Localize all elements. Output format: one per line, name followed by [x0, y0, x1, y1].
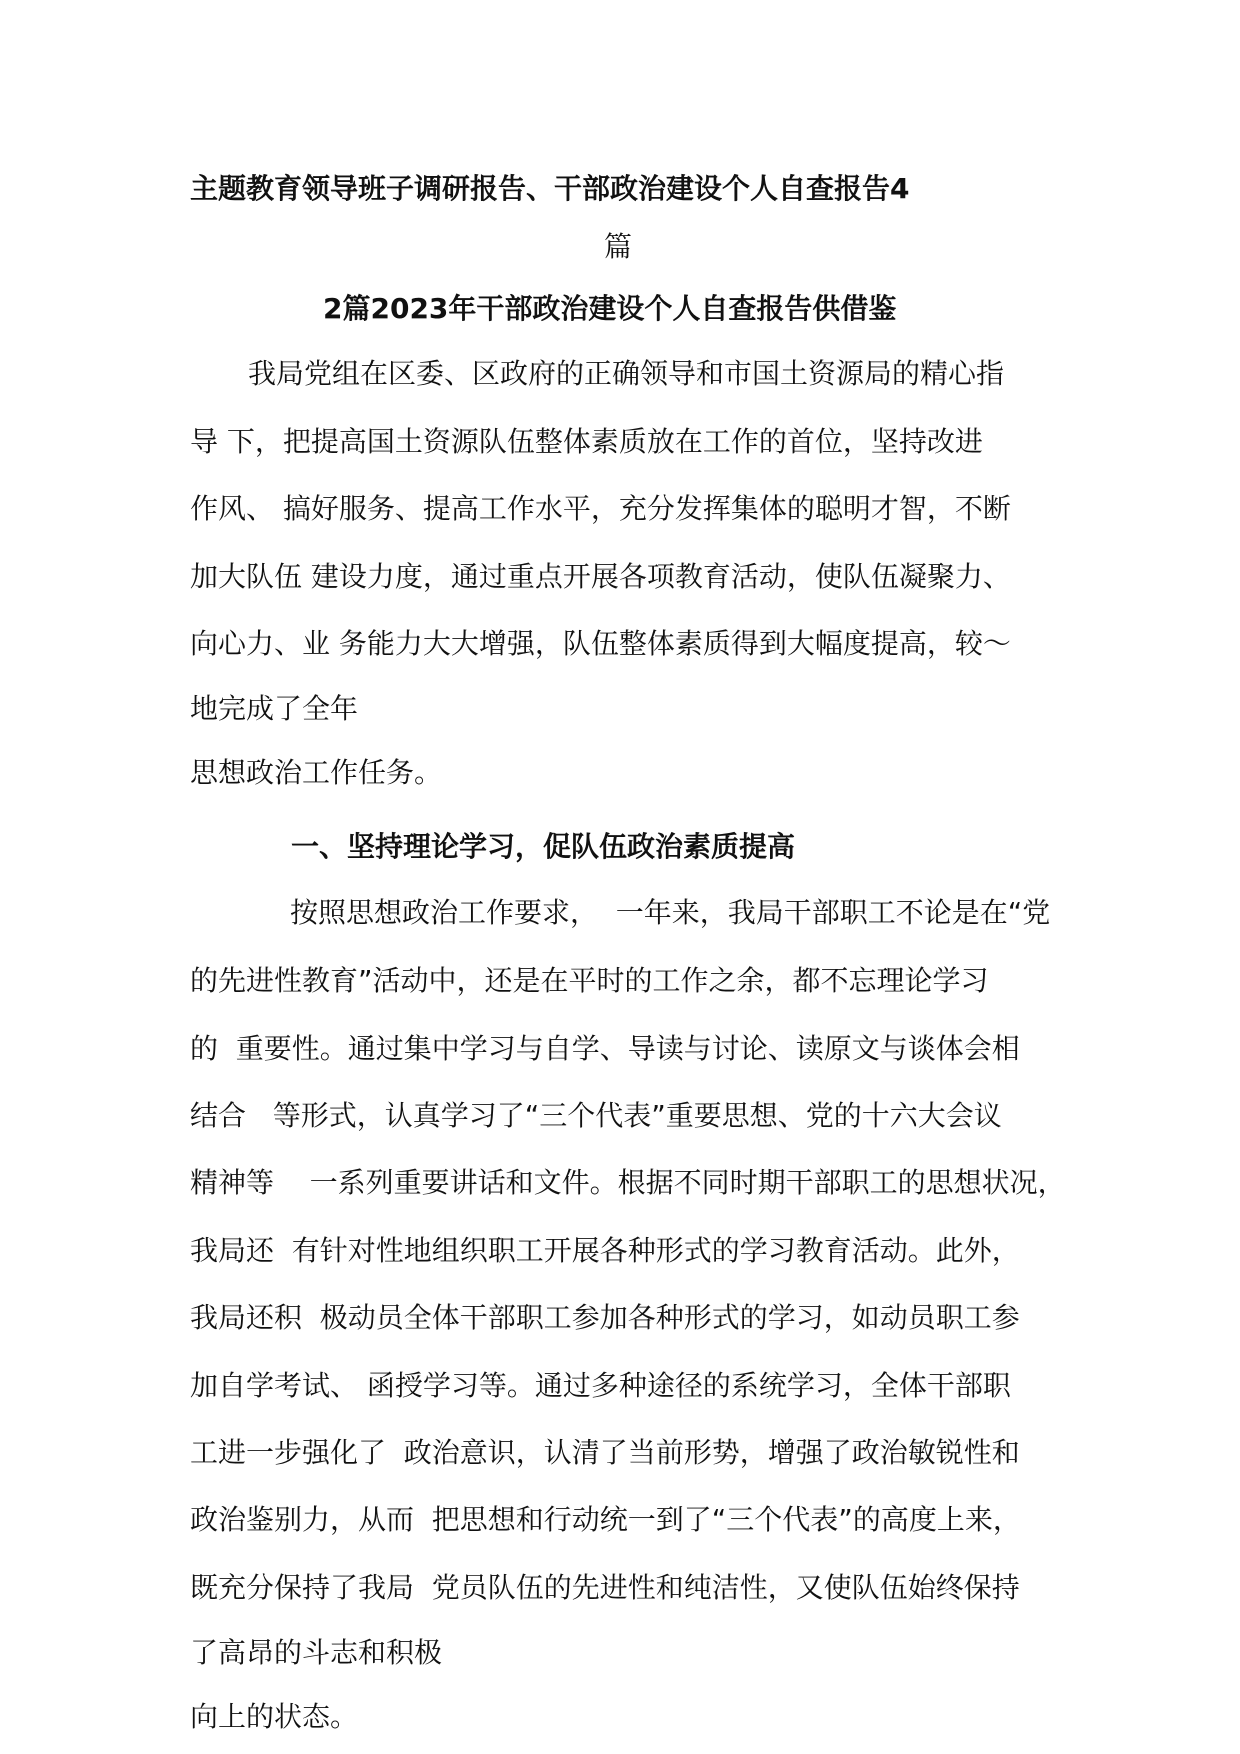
paragraph-line: 的 重要性。通过集中学习与自学、导读与讨论、读原文与谈体会相: [190, 1032, 1020, 1065]
paragraph-line: 加大队伍 建设力度，通过重点开展各项教育活动，使队伍凝聚力、: [190, 560, 1011, 593]
paragraph-line: 精神等 一系列重要讲话和文件。根据不同时期干部职工的思想状况，: [190, 1166, 1066, 1199]
paragraph-line: 向心力、业 务能力大大增强，队伍整体素质得到大幅度提高，较～: [190, 627, 1011, 660]
document-title: 主题教育领导班子调研报告、干部政治建设个人自查报告4: [190, 172, 910, 205]
paragraph-line: 思想政治工作任务。: [190, 756, 443, 789]
paragraph-line: 加自学考试、 函授学习等。通过多种途径的系统学习，全体干部职: [190, 1369, 1011, 1402]
paragraph-line: 既充分保持了我局 党员队伍的先进性和纯洁性，又使队伍始终保持: [190, 1571, 1020, 1604]
paragraph-line: 结合 等形式，认真学习了“三个代表”重要思想、党的十六大会议: [190, 1099, 1002, 1132]
paragraph-line: 政治鉴别力，从而 把思想和行动统一到了“三个代表”的高度上来，: [190, 1503, 1021, 1536]
paragraph-line: 了高昂的斗志和积极: [190, 1636, 443, 1669]
paragraph-line: 地完成了全年: [190, 692, 359, 725]
paragraph-line: 我局还积 极动员全体干部职工参加各种形式的学习，如动员职工参: [190, 1301, 1020, 1334]
document-title-continuation: 篇: [604, 230, 633, 263]
document-subtitle: 2篇2023年干部政治建设个人自查报告供借鉴: [323, 292, 897, 325]
paragraph-line: 工进一步强化了 政治意识，认清了当前形势，增强了政治敏锐性和: [190, 1436, 1020, 1469]
paragraph-line: 按照思想政治工作要求， 一年来，我局干部职工不论是在“党: [290, 896, 1051, 929]
paragraph-line: 作风、 搞好服务、提高工作水平，充分发挥集体的聪明才智，不断: [190, 492, 1011, 525]
paragraph-line: 导 下，把提高国土资源队伍整体素质放在工作的首位，坚持改进: [190, 425, 983, 458]
paragraph-line: 我局还 有针对性地组织职工开展各种形式的学习教育活动。此外，: [190, 1234, 1020, 1267]
section-heading: 一、坚持理论学习，促队伍政治素质提高: [291, 830, 796, 863]
paragraph-line: 我局党组在区委、区政府的正确领导和市国土资源局的精心指: [248, 357, 1005, 390]
paragraph-line: 的先进性教育”活动中，还是在平时的工作之余，都不忘理论学习: [190, 964, 989, 997]
paragraph-line: 向上的状态。: [190, 1700, 359, 1733]
